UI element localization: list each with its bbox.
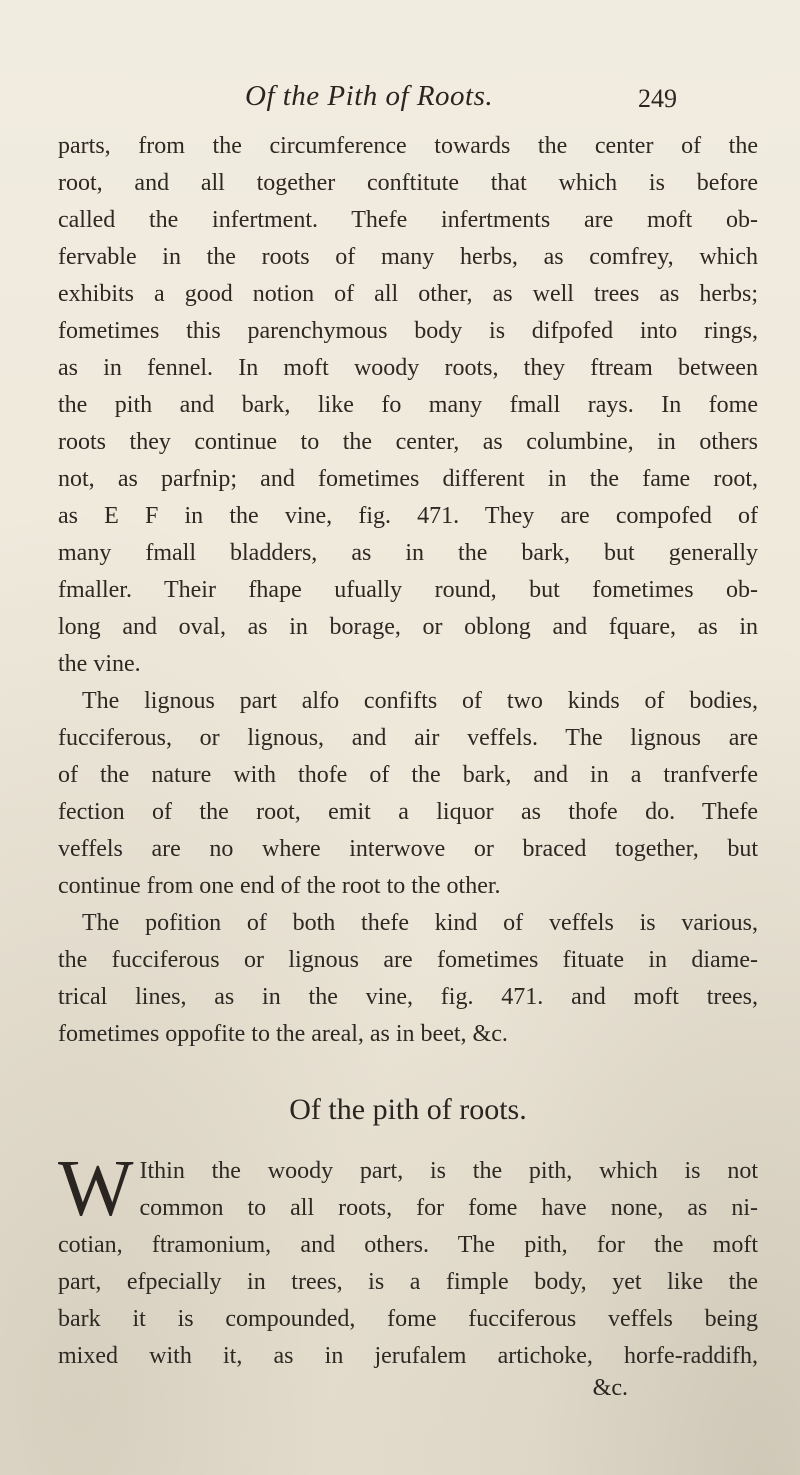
paragraph-2-cont xyxy=(58,720,758,905)
text-line: as E F in the vine, fig. 471. They are compofed of xyxy=(58,503,758,529)
section-paragraph xyxy=(58,1145,758,1402)
text-line: of the nature with thofe of the bark, and in a tranfverfe xyxy=(58,762,758,788)
running-head xyxy=(0,80,800,120)
text-line: bark it is compounded, fome fucciferous veffels being xyxy=(58,1306,758,1332)
text-line: root, and all together conftitute that which is before xyxy=(58,170,758,196)
text-line: cotian, ftramonium, and others. The pith, for the moft xyxy=(58,1232,758,1258)
section-lines-full xyxy=(58,1227,758,1375)
page-number: 249 xyxy=(638,84,677,113)
text-line: fection of the root, emit a liquor as thofe do. Thefe xyxy=(58,799,758,825)
text-line: fucciferous, or lignous, and air veffels. The lignous are xyxy=(58,725,758,751)
drop-cap: W xyxy=(58,1145,134,1233)
text-line: not, as parfnip; and fometimes different in the fame root, xyxy=(58,466,758,492)
text-line: fmaller. Their fhape ufually round, but fometimes ob- xyxy=(58,577,758,603)
text-line: the vine. xyxy=(58,651,141,677)
text-line: fometimes oppofite to the areal, as in beet, &c. xyxy=(58,1021,508,1047)
text-line: trical lines, as in the vine, fig. 471. and moft trees, xyxy=(58,984,758,1010)
text-line: The lignous part alfo confifts of two kinds of bodies, xyxy=(82,688,758,714)
text-line: continue from one end of the root to the other. xyxy=(58,873,501,899)
text-line: The pofition of both thefe kind of veffels is various, xyxy=(82,910,758,936)
paragraph-1 xyxy=(58,128,758,683)
catchword: &c. xyxy=(592,1375,628,1401)
text-line: called the infertment. Thefe infertments are moft ob- xyxy=(58,207,758,233)
running-title: Of the Pith of Roots. xyxy=(245,80,494,112)
text-line: exhibits a good notion of all other, as well trees as herbs; xyxy=(58,281,758,307)
section-heading: Of the pith of roots. xyxy=(289,1093,527,1126)
text-line: mixed with it, as in jerufalem artichoke, horfe-raddifh, xyxy=(58,1343,758,1369)
section-lines-wrapped xyxy=(140,1153,758,1227)
text-line: fervable in the roots of many herbs, as comfrey, which xyxy=(58,244,758,270)
text-line: the pith and bark, like fo many fmall rays. In fome xyxy=(58,392,758,418)
text-line: many fmall bladders, as in the bark, but generally xyxy=(58,540,758,566)
text-line: common to all roots, for fome have none, as ni- xyxy=(139,1195,758,1221)
paragraph-2 xyxy=(58,683,758,720)
text-line: as in fennel. In moft woody roots, they ftream between xyxy=(58,355,758,381)
text-line: long and oval, as in borage, or oblong and fquare, as in xyxy=(58,614,758,640)
text-line: part, efpecially in trees, is a fimple body, yet like the xyxy=(58,1269,758,1295)
text-line: veffels are no where interwove or braced together, but xyxy=(58,836,758,862)
body-text xyxy=(58,128,758,1402)
text-line: roots they continue to the center, as columbine, in others xyxy=(58,429,758,455)
text-line: Ithin the woody part, is the pith, which is not xyxy=(139,1158,758,1184)
paragraph-3-cont xyxy=(58,942,758,1053)
text-line: the fucciferous or lignous are fometimes fituate in diame- xyxy=(58,947,758,973)
paragraph-3 xyxy=(58,905,758,942)
text-line: fometimes this parenchymous body is difpofed into rings, xyxy=(58,318,758,344)
text-line: parts, from the circumference towards the center of the xyxy=(58,133,758,159)
